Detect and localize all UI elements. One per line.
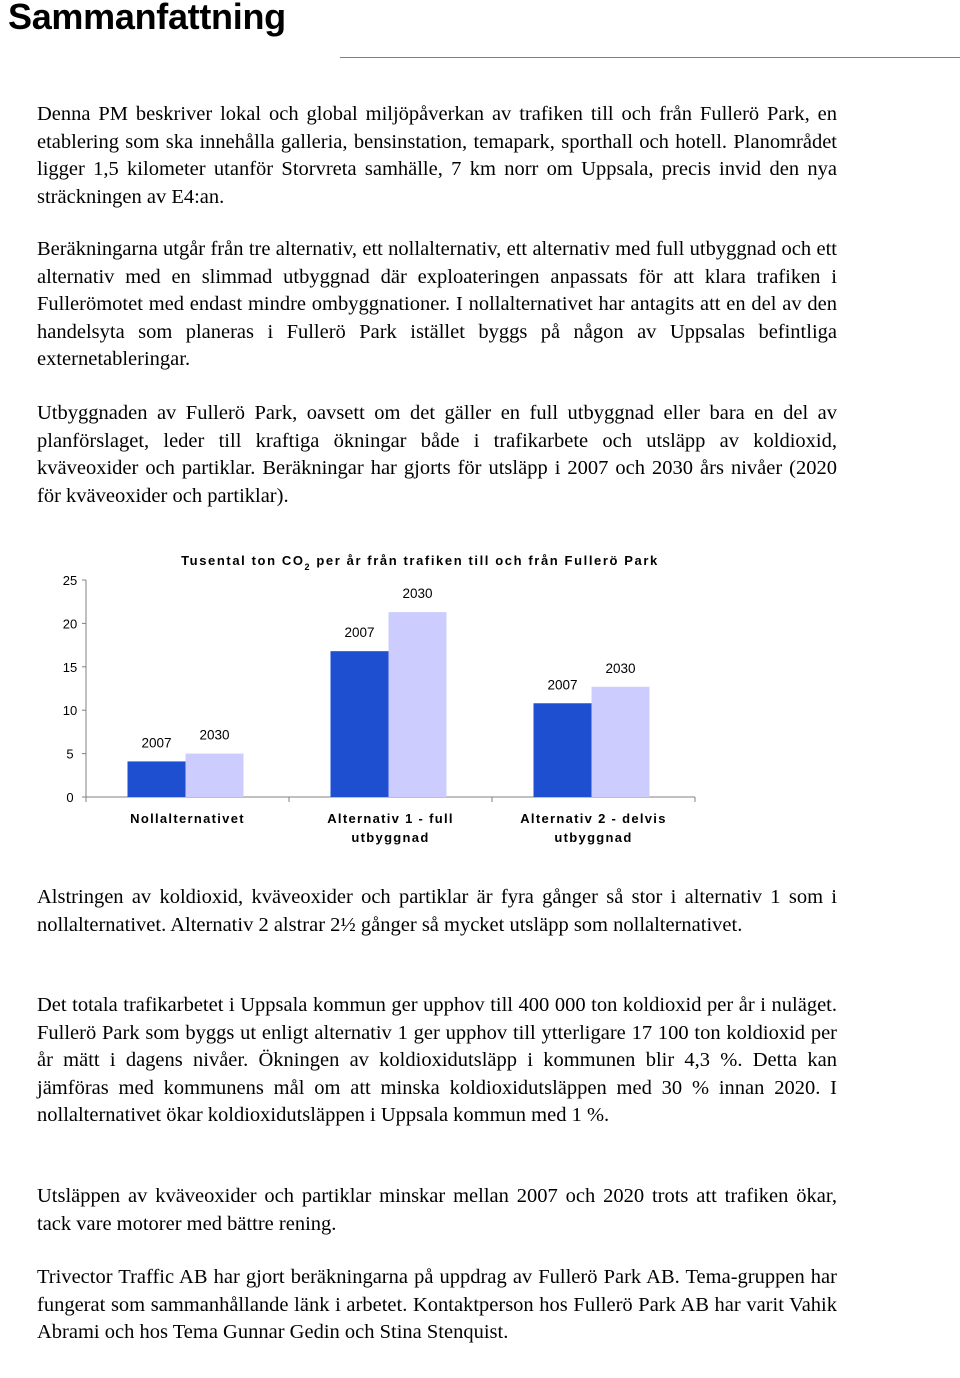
y-tick-label: 0 [66, 790, 74, 805]
bar-2030 [389, 612, 447, 797]
y-tick-label: 5 [66, 746, 74, 762]
bar-2030 [186, 754, 244, 797]
bar-2007 [128, 761, 186, 797]
bar-year-label: 2007 [141, 735, 172, 751]
y-tick-label: 15 [62, 659, 78, 675]
category-label: Nollalternativet [130, 811, 245, 826]
heading-rule [340, 57, 960, 58]
bar-2030 [592, 687, 650, 797]
y-tick-label: 25 [62, 573, 78, 588]
page-heading: Sammanfattning [8, 0, 286, 37]
paragraph-expansion: Utbyggnaden av Fullerö Park, oavsett om det gäller en full utbyggnad eller bara en del av planförslaget, leder till kraftiga ökningar både i trafikarbete och utsläpp av koldioxid, kväveoxider och partiklar. Beräkningar har gjorts för utsläpp i 2007 och 2030 års nivåer (2020 för kväveoxider och partiklar). [37, 402, 837, 507]
paragraph-emissions-decrease: Utsläppen av kväveoxider och partiklar minskar mellan 2007 och 2020 trots att trafiken ökar, tack vare motorer med bättre rening. [37, 1185, 837, 1235]
category-label: utbyggnad [554, 830, 633, 845]
bar-year-label: 2007 [547, 677, 578, 693]
bar-year-label: 2030 [605, 660, 636, 676]
category-label: Alternativ 1 - full [327, 811, 454, 826]
paragraph-intro: Denna PM beskriver lokal och global miljöpåverkan av trafiken till och från Fullerö Park, en etablering som ska innehålla galleria, bensinstation, temapark, sporthall och hotell. Planområdet ligger 1,5 kilometer utanför Storvreta samhälle, 7 km norr om Uppsala, precis invid den nya sträckningen av E4:an. [37, 103, 837, 208]
paragraph-credits: Trivector Traffic AB har gjort beräkningarna på uppdrag av Fullerö Park AB. Tema-gruppen har fungerat som sammanhållande länk i arbetet. Kontaktperson hos Fullerö Park AB har varit Vahik Abrami och hos Tema Gunnar Gedin och Stina Stenquist. [37, 1266, 837, 1344]
chart-title: Tusental ton $CO_2$ per år från trafiken till och från Fullerö Park [181, 553, 659, 572]
paragraph-generation: Alstringen av koldioxid, kväveoxider och partiklar är fyra gånger så stor i alternativ 1 som i nollalternativet. Alternativ 2 alstrar 2½ gånger så mycket utsläpp som nollalternativet. [37, 886, 837, 936]
co2-bar-chart [50, 540, 710, 850]
bar-year-label: 2030 [199, 727, 230, 743]
bar-year-label: 2030 [402, 586, 433, 602]
paragraph-alternatives: Beräkningarna utgår från tre alternativ, ett nollalternativ, ett alternativ med full utbyggnad och ett alternativ med en slimmad utbyggnad där exploateringen anpassats för att klara trafiken i Fullerömotet med endast mindre ombyggnationer. I nollalternativet har antagits att en del av den handelsyta som planeras i Fullerö Park istället byggs på någon av Uppsalas befintliga externetableringar. [37, 238, 837, 371]
bar-year-label: 2007 [344, 625, 375, 641]
y-tick-label: 20 [62, 616, 78, 632]
bar-2007 [331, 651, 389, 797]
bar-2007 [534, 703, 592, 797]
category-label: Alternativ 2 - delvis [520, 811, 667, 826]
y-tick-label: 10 [62, 703, 78, 719]
paragraph-traffic-total: Det totala trafikarbetet i Uppsala kommun ger upphov till 400 000 ton koldioxid per år i nuläget. Fullerö Park som byggs ut enligt alternativ 1 ger upphov till ytterligare 17 100 ton koldioxid per år mätt i dagens nivåer. Ökningen av koldioxidutsläpp i kommunen blir 4,3 %. Detta kan jämföras med kommunens mål om att minska koldioxidutsläppen med 30 % innan 2020. I nollalternativet ökar koldioxidutsläppen i Uppsala kommun med 1 %. [37, 994, 837, 1127]
category-label: utbyggnad [351, 830, 430, 845]
